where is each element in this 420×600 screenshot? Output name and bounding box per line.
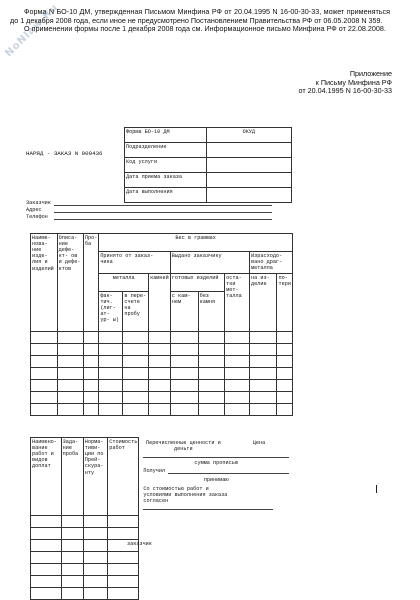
appendix-line: Приложение [349, 69, 392, 78]
header-row-value[interactable] [206, 143, 291, 158]
values-header: Перечисленные ценности и деньги [145, 439, 221, 452]
note-paragraph: Форма N БО-10 ДМ, утвержденная Письмом Минфина РФ от 20.04.1995 N 16-00-30-33, может применяться до 1 декабря 2008 года, если иное не предусмотрено Постановлением Правительства РФ от 06.05.2008 N 359. [10, 7, 390, 25]
col-norm: Норма- тиви- ции по Прей- скура- нту [83, 438, 108, 516]
address-label: Адрес [26, 207, 42, 213]
sum-words-label: сумма прописью [194, 459, 238, 466]
price-label: Цена [252, 439, 266, 446]
appendix-line: к Письму Минфина РФ [315, 77, 392, 87]
customer-row[interactable] [26, 200, 272, 207]
address-row[interactable] [26, 207, 272, 214]
table-row[interactable] [31, 404, 293, 416]
margin-mark [376, 485, 377, 493]
received-line[interactable] [168, 468, 289, 474]
col-item-name: Наиме- нова- ние изде- лия и изделий [31, 234, 58, 332]
col-work-name: Наимено- вание работ и видов доплат [31, 438, 62, 516]
with-stones-header: с кам- нем [170, 292, 198, 332]
header-row-label: Дата выполнения [125, 188, 207, 203]
table-row[interactable] [31, 356, 293, 368]
customer-fields [26, 200, 272, 221]
form-header-table [124, 127, 292, 203]
main-weight-table [30, 233, 293, 416]
col-sample: Про- бa [83, 234, 98, 332]
values-block [139, 438, 293, 564]
values-line[interactable] [143, 452, 289, 458]
issued-header: Выдано заказчику [170, 252, 249, 274]
okud-label-cell: ОКУД [206, 128, 291, 143]
weight-header: Вес в граммах [99, 234, 293, 252]
accepted-label: принимаю [203, 477, 229, 484]
actual-header: фак- тич. (лиг- ат- ур- ы) [99, 292, 123, 332]
table-row[interactable] [31, 368, 293, 380]
appendix-line: от 20.04.1995 N 16-00-30-33 [298, 86, 392, 96]
used-metal-header: Израсходо- вано драг- металла [250, 252, 293, 274]
col-defect-description: Описа- ние дефе- кт- ов и дефе- ктов [57, 234, 83, 332]
col-task: Зада- ние проба [61, 438, 83, 516]
without-stones-header: без камня [198, 292, 225, 332]
form-label-cell: Форма БО-10 ДМ [125, 128, 207, 143]
agreement-text: Со стоимостью работ и условиями выполнения заказа согласен [143, 485, 228, 504]
phone-row[interactable] [26, 214, 272, 221]
order-title: НАРЯД - ЗАКАЗ N 000436 [26, 150, 103, 157]
accepted-header: Принято от заказ- чика [99, 252, 170, 274]
table-row[interactable] [31, 392, 293, 404]
converted-header: в пере- счете на пробу [123, 292, 149, 332]
form-notes [10, 8, 390, 34]
appendix-reference [192, 70, 392, 96]
signature-caption: заказчик [127, 541, 152, 547]
residue-header: оста- тки мет- талла [225, 274, 250, 332]
table-row[interactable] [31, 380, 293, 392]
signature-line[interactable] [143, 504, 273, 510]
phone-label: Телефон [26, 214, 48, 220]
loss-header: по- тери [277, 274, 293, 332]
col-cost: Стоимость работ [108, 438, 139, 516]
table-row[interactable] [31, 576, 294, 588]
header-row-label: Подразделение [125, 143, 207, 158]
in-product-header: на из- делие [250, 274, 277, 332]
stones-header: камней [149, 274, 171, 332]
works-table [30, 437, 293, 600]
received-label: Получил [143, 468, 166, 475]
finished-header: готовых изделий [170, 274, 224, 292]
header-row-label: Дата приема заказа [125, 173, 207, 188]
metal-header: металла [99, 274, 149, 292]
header-row-label: Код услуги [125, 158, 207, 173]
note-paragraph: О применении формы после 1 декабря 2008 года см. Информационное письмо Минфина РФ от 22.08.2008. [24, 24, 386, 34]
table-row[interactable] [31, 344, 293, 356]
header-row-value[interactable] [206, 158, 291, 173]
table-row[interactable] [31, 588, 294, 600]
customer-label: Заказчик [26, 200, 51, 206]
header-row-value[interactable] [206, 173, 291, 188]
watermark-text: NoNlaw.Ru [3, 1, 61, 60]
table-row[interactable] [31, 564, 294, 576]
table-row[interactable] [31, 332, 293, 344]
